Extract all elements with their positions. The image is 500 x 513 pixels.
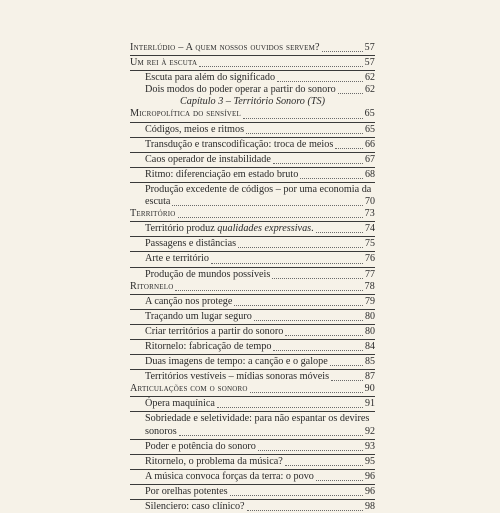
- toc-entry-page: 70: [365, 196, 375, 208]
- toc-entry-page: 93: [365, 440, 375, 452]
- toc-entry: [130, 311, 375, 323]
- toc-entry-ritornelo: [130, 281, 375, 293]
- toc-entry-title: Interlúdio – A quem nossos ouvidos servem?: [130, 42, 320, 53]
- toc-entry-title: Silenciero: caso clínico?: [145, 501, 245, 512]
- divider: [130, 469, 375, 470]
- toc-entry-territorio: [130, 208, 375, 220]
- toc-entry-title: Poder e potência do sonoro: [145, 440, 256, 452]
- toc-entry-title: Território: [130, 208, 176, 220]
- toc-entry: [130, 84, 375, 96]
- divider: [130, 439, 375, 440]
- toc-entry: [130, 356, 375, 368]
- table-of-contents: [130, 42, 375, 513]
- divider: [130, 484, 375, 485]
- divider: [130, 294, 375, 295]
- dot-leader: [331, 379, 363, 381]
- divider: [130, 354, 375, 355]
- divider: [130, 182, 375, 183]
- dot-leader: [230, 494, 363, 496]
- divider: [130, 251, 375, 252]
- divider: [130, 411, 375, 412]
- toc-entry-title-cont: escuta: [145, 196, 171, 208]
- divider: [130, 122, 375, 123]
- toc-entry-page: 65: [364, 108, 375, 120]
- toc-entry-page: 68: [365, 168, 375, 180]
- toc-entry-page: 95: [365, 455, 375, 467]
- toc-entry-wrapped-cont: [130, 196, 375, 208]
- chapter-heading: Capítulo 3 – Território Sonoro (TS): [179, 96, 325, 108]
- toc-entry: [130, 456, 375, 468]
- toc-entry-page: 62: [365, 72, 375, 84]
- dot-leader: [330, 364, 363, 366]
- toc-entry-um-rei: [130, 57, 375, 69]
- divider: [130, 454, 375, 455]
- toc-entry: [130, 124, 375, 136]
- toc-entry-page: 87: [365, 371, 375, 383]
- toc-entry-page: 92: [365, 425, 375, 437]
- toc-entry: [130, 398, 375, 410]
- dot-leader: [211, 262, 363, 264]
- divider: [130, 152, 375, 153]
- toc-entry-page: 77: [365, 268, 375, 280]
- toc-entry: [130, 471, 375, 483]
- toc-entry: [130, 371, 375, 383]
- divider: [130, 137, 375, 138]
- toc-entry-title: Ritmo: diferenciação em estado bruto: [145, 168, 299, 180]
- toc-entry-title: Territórios vestíveis – mídias sonoras móveis: [145, 371, 330, 383]
- toc-entry: [130, 72, 375, 84]
- toc-entry-wrapped-cont: [130, 426, 375, 438]
- toc-entry-title: Ritornelo: fabricação de tempo: [145, 340, 272, 352]
- toc-entry-page: 67: [365, 153, 375, 165]
- toc-entry-title-cont: sonoros: [145, 425, 177, 437]
- dot-leader: [238, 246, 363, 248]
- toc-entry-page: 80: [365, 325, 375, 337]
- toc-entry: [130, 296, 375, 308]
- dot-leader: [175, 289, 362, 291]
- toc-entry-page: 98: [365, 501, 375, 512]
- divider: [130, 167, 375, 168]
- toc-entry-title: [145, 223, 314, 235]
- title-part: .: [311, 223, 314, 235]
- dot-leader: [254, 319, 363, 321]
- toc-entry-title: A canção nos protege: [145, 295, 233, 307]
- dot-leader: [300, 177, 363, 179]
- toc-entry-micropolitica: [130, 108, 375, 120]
- toc-entry-page: 66: [365, 138, 375, 150]
- toc-entry-page: 80: [365, 310, 375, 322]
- divider: [130, 324, 375, 325]
- divider: [130, 339, 375, 340]
- toc-entry-page: 57: [364, 42, 375, 53]
- toc-entry-title: Dois modos do poder operar a partir do sonoro: [145, 84, 336, 96]
- dot-leader: [316, 231, 363, 233]
- toc-entry-title: Ritornelo: [130, 280, 174, 292]
- toc-entry-title: Duas imagens de tempo: a canção e o galope: [145, 356, 328, 368]
- toc-entry: [130, 139, 375, 151]
- toc-entry-title: Micropolítica do sensível: [130, 108, 241, 120]
- toc-entry: [130, 269, 375, 281]
- dot-leader: [247, 509, 363, 511]
- toc-entry-title: Passagens e distâncias: [145, 238, 237, 250]
- toc-entry: [130, 341, 375, 353]
- toc-entry-articulacoes: [130, 383, 375, 395]
- dot-leader: [273, 162, 363, 164]
- dot-leader: [217, 406, 363, 408]
- toc-entry-title: Criar territórios a partir do sonoro: [145, 325, 284, 337]
- toc-entry-page: 57: [364, 57, 375, 69]
- dot-leader: [246, 132, 363, 134]
- divider: [130, 267, 375, 268]
- toc-entry-page: 73: [364, 208, 375, 220]
- dot-leader: [243, 117, 363, 119]
- toc-entry: [130, 441, 375, 453]
- toc-entry: [130, 154, 375, 166]
- title-part: Território produz: [145, 223, 218, 235]
- dot-leader: [322, 50, 363, 52]
- toc-entry-page: 91: [365, 398, 375, 410]
- toc-entry-wrapped: [130, 184, 375, 196]
- toc-entry-title: Caos operador de instabilidade: [145, 153, 271, 165]
- dot-leader: [199, 65, 362, 67]
- toc-entry-page: 74: [365, 223, 375, 235]
- toc-entry-page: 85: [365, 356, 375, 368]
- divider: [130, 369, 375, 370]
- toc-entry-page: 62: [365, 84, 375, 96]
- dot-leader: [277, 80, 363, 82]
- dot-leader: [272, 277, 363, 279]
- toc-entry-title: Arte e território: [145, 253, 209, 265]
- toc-entry-title: A música convoca forças da terra: o povo: [145, 470, 314, 482]
- toc-entry-interludio: [130, 42, 375, 54]
- toc-entry-title: Escuta para além do significado: [145, 72, 276, 84]
- toc-entry: [130, 253, 375, 265]
- dot-leader: [172, 204, 363, 206]
- dot-leader: [258, 449, 363, 451]
- dot-leader: [273, 349, 363, 351]
- toc-entry-title: Ópera maquínica: [145, 398, 215, 410]
- divider: [130, 70, 375, 71]
- toc-entry: [130, 326, 375, 338]
- toc-entry-page: 79: [365, 295, 375, 307]
- toc-entry: [130, 169, 375, 181]
- toc-entry-page: 96: [365, 470, 375, 482]
- toc-entry-page: 76: [365, 253, 375, 265]
- toc-entry-title: Traçando um lugar seguro: [145, 310, 252, 322]
- dot-leader: [316, 479, 363, 481]
- toc-entry-page: 90: [364, 383, 375, 395]
- toc-entry-page: 65: [365, 123, 375, 135]
- toc-entry: [130, 486, 375, 498]
- dot-leader: [234, 304, 363, 306]
- toc-entry-title: Códigos, meios e ritmos: [145, 123, 245, 135]
- dot-leader: [178, 216, 363, 218]
- toc-entry-title: Produção excedente de códigos – por uma economia da: [145, 183, 372, 195]
- toc-entry-title: Articulações com o sonoro: [130, 383, 248, 395]
- toc-entry-wrapped: [130, 413, 375, 425]
- title-emphasis: qualidades expressivas: [217, 223, 312, 235]
- toc-entry-title: Produção de mundos possíveis: [145, 268, 271, 280]
- toc-entry-title: Sobriedade e seletividade: para não espantar os devires: [145, 413, 370, 425]
- toc-entry-page: 84: [365, 340, 375, 352]
- toc-entry-page: 96: [365, 485, 375, 497]
- dot-leader: [250, 391, 363, 393]
- toc-entry: [130, 238, 375, 250]
- toc-entry-title: Um rei à escuta: [130, 57, 198, 69]
- toc-entry: [130, 223, 375, 235]
- dot-leader: [338, 92, 363, 94]
- toc-entry-page: 75: [365, 238, 375, 250]
- dot-leader: [285, 334, 363, 336]
- toc-entry-title: Ritornelo, o problema da música?: [145, 455, 283, 467]
- divider: [130, 236, 375, 237]
- toc-entry-page: 78: [364, 280, 375, 292]
- toc-entry-title: Por orelhas potentes: [145, 485, 228, 497]
- dot-leader: [179, 434, 363, 436]
- toc-entry: [130, 501, 375, 513]
- divider: [130, 221, 375, 222]
- dot-leader: [285, 464, 363, 466]
- divider: [130, 55, 375, 56]
- dot-leader: [335, 147, 363, 149]
- divider: [130, 309, 375, 310]
- toc-entry-title: Transdução e transcodificação: troca de meios: [145, 138, 334, 150]
